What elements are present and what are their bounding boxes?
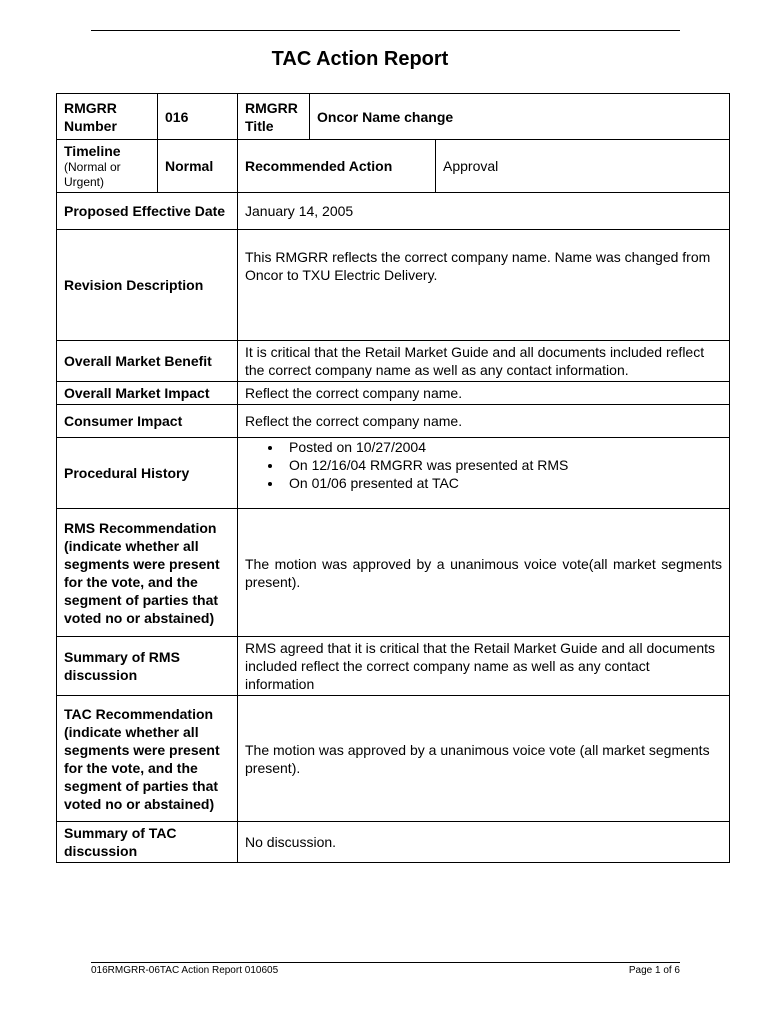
market-benefit-label: Overall Market Benefit (57, 341, 238, 382)
row-procedural (57, 438, 730, 509)
row-consumer-impact (57, 405, 730, 438)
procedural-item: • On 12/16/04 RMGRR was presented at RMS (283, 456, 722, 474)
procedural-item: • On 01/06 presented at TAC (283, 474, 722, 492)
row-rms-recommendation (57, 509, 730, 637)
header-rule (91, 30, 680, 31)
procedural-label: Procedural History (57, 438, 238, 509)
procedural-item: • Posted on 10/27/2004 (283, 438, 722, 456)
market-benefit-value: It is critical that the Retail Market Guide and all documents included reflect the correct company name as well as any contact information. (238, 341, 730, 382)
tac-summary-value: No discussion. (238, 822, 730, 863)
row-effective-date (57, 193, 730, 230)
rms-recommendation-value: The motion was approved by a unanimous voice vote(all market segments present). (238, 509, 730, 637)
market-impact-value: Reflect the correct company name. (238, 382, 730, 405)
timeline-label-cell (57, 140, 158, 193)
row-timeline (57, 140, 730, 193)
row-rmgrr (57, 94, 730, 140)
footer-doc-name: 016RMGRR-06TAC Action Report 010605 (91, 965, 279, 976)
recommended-action-value: Approval (436, 140, 730, 193)
rms-summary-label: Summary of RMS discussion (57, 637, 238, 696)
timeline-label: Timeline (64, 143, 121, 159)
tac-summary-label: Summary of TAC discussion (57, 822, 238, 863)
row-rms-summary (57, 637, 730, 696)
row-tac-summary (57, 822, 730, 863)
tac-recommendation-label: TAC Recommendation (indicate whether all segments were present for the vote, and the segment of parties that voted no or abstained) (57, 696, 238, 822)
footer-rule (91, 962, 680, 963)
rms-summary-value: RMS agreed that it is critical that the Retail Market Guide and all documents included reflect the correct company name as well as any contact information (238, 637, 730, 696)
revision-value: This RMGRR reflects the correct company name. Name was changed from Oncor to TXU Electric Delivery. (238, 230, 730, 341)
row-tac-recommendation (57, 696, 730, 822)
recommended-action-label: Recommended Action (238, 140, 436, 193)
effective-date-value: January 14, 2005 (238, 193, 730, 230)
footer-page-number: Page 1 of 6 (628, 965, 680, 976)
rms-recommendation-label: RMS Recommendation (indicate whether all segments were present for the vote, and the segment of parties that voted no or abstained) (57, 509, 238, 637)
rmgrr-title-label: RMGRR Title (238, 94, 310, 140)
effective-date-label: Proposed Effective Date (57, 193, 238, 230)
rmgrr-number-label: RMGRR Number (57, 94, 158, 140)
rmgrr-title: Oncor Name change (310, 94, 730, 140)
procedural-list (245, 438, 722, 492)
consumer-impact-label: Consumer Impact (57, 405, 238, 438)
timeline-value: Normal (158, 140, 238, 193)
tac-recommendation-value: The motion was approved by a unanimous voice vote (all market segments present). (238, 696, 730, 822)
revision-label: Revision Description (57, 230, 238, 341)
consumer-impact-value: Reflect the correct company name. (238, 405, 730, 438)
rmgrr-number: 016 (158, 94, 238, 140)
row-revision (57, 230, 730, 341)
report-title: TAC Action Report (271, 48, 449, 70)
row-market-benefit (57, 341, 730, 382)
report-table (56, 93, 730, 863)
market-impact-label: Overall Market Impact (57, 382, 238, 405)
row-market-impact (57, 382, 730, 405)
timeline-sub: (Normal or Urgent) (64, 160, 121, 189)
procedural-cell (238, 438, 730, 509)
